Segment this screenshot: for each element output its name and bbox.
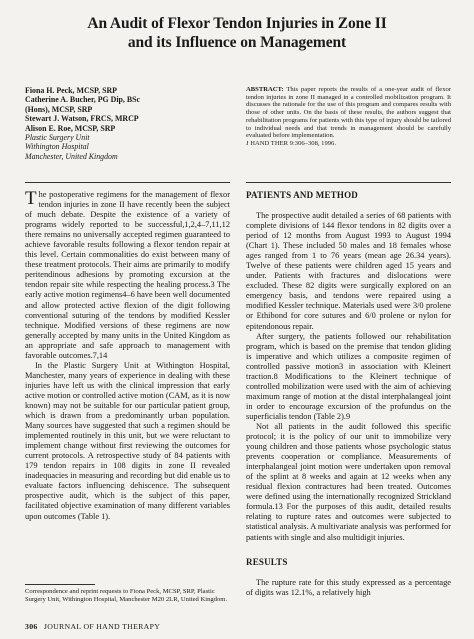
drop-cap: T (25, 188, 37, 209)
abstract-label: ABSTRACT: (246, 86, 284, 93)
correspondence-footnote: Correspondence and reprint requests to Fiona Peck, MCSP, SRP, Plastic Surgery Unit, Withington Hospital, Manchester M20 2LR, United Kingdom. (25, 588, 228, 603)
results-paragraph: The rupture rate for this study expressed as a percentage of digits was 12.1%, a relatively high (246, 577, 451, 597)
author-block (25, 86, 225, 161)
body-paragraph: The prospective audit detailed a series of 68 patients with complete divisions of 144 flexor tendons in 82 digits over a period of 12 months from August 1993 to August 1994 (Chart 1). These included 50 males and 18 females whose ages ranged from 1 to 76 years (mean age 26.34 years). Twelve of these patients were children aged 15 years and under. Patients with fractures and dislocations were excluded. These 82 digits were surgically explored on an emergency basis, and tendons were repaired using a modified Kessler technique. Materials used were 3/0 prolene or Ethibond for core sutures and 6/0 prolene or nylon for epitendonous repair. (246, 211, 451, 331)
paper-title (0, 14, 474, 52)
abstract (246, 86, 451, 148)
right-divider (246, 182, 451, 183)
page-footer (25, 622, 160, 631)
intro-text: he postoperative regimens for the management of flexor tendon injuries in zone II have recently been the subject of much debate. Despite the existence of a variety of programs widely reported to be successful,1,2,4–7,11,12 there remains no universally accepted regimen guaranteed to achieve favorable results following a flexor tendon repair at this level. Certain commonalities do exist between many of these treatment protocols. Their aims are primarily to modify peritendinous adhesions by promoting excursion at the tendon repair site while respecting the healing process.3 The early active motion regimens4–6 have been well documented and allow protected active flexion of the digit following conventional suturing of the tendons by modified Kessler technique. Modified versions of these regimens are now generally accepted by many units in the United Kingdom as an appropriate and safe approach to management with favorable outcomes.7,14 (25, 190, 230, 360)
affiliation-line: Plastic Surgery Unit (25, 133, 90, 143)
affiliation-line: Manchester, United Kingdom (25, 151, 118, 161)
left-column (25, 190, 230, 522)
author-name: (Hons), MCSP, SRP (25, 104, 93, 114)
section-heading-patients-method: PATIENTS AND METHOD (246, 190, 358, 200)
title-line-2: and its Influence on Management (127, 34, 347, 51)
affiliation-line: Withington Hospital (25, 142, 89, 152)
abstract-citation: J HAND THER 9:306–308, 1996. (246, 139, 336, 147)
intro-paragraph (25, 190, 230, 361)
right-column (246, 190, 451, 598)
body-paragraph: Not all patients in the audit followed this specific protocol; it is the policy of our unit to immobilize very young children and those patients whose psychologic status prevents cooperation or compliance. Measurements of interphalangeal joint motion were undertaken upon removal of the splint at 8 weeks and again at 12 weeks when any residual flexion contractures had been treated. Outcomes were defined using the internationally recognized Strickland formula.13 For the purposes of this audit, detailed results relating to rupture rates and outcomes were subjected to statistical analysis. A multivariate analysis was performed for patients with single and also multidigit injuries. (246, 421, 451, 542)
author-name: Fiona H. Peck, MCSP, SRP (25, 86, 117, 95)
body-paragraph: After surgery, the patients followed our rehabilitation program, which is based on the premise that tendon gliding is imperative and which utilizes a composite regimen of controlled passive motion3 in association with Kleinert traction.8 Modifications to the Kleinert technique of controlled mobilization were used with the aim of achieving maximum range of motion at the distal interphalangeal joint in order to encourage excursion of the profundus on the superficialis tendon (Table 2).9 (246, 331, 451, 421)
title-line-1: An Audit of Flexor Tendon Injuries in Zone II (87, 15, 387, 32)
body-paragraph: In the Plastic Surgery Unit at Withington Hospital, Manchester, many years of experience in dealing with these injuries have left us with the clinical impression that early active motion or controlled active motion (CAM, as it is now known) may not be suitable for our particular patient group, which is drawn from a predominantly urban population. Many sources have suggested that such a regimen should be implemented routinely in this unit, but we were reluctant to implement change without first reviewing the outcomes for current protocols. A retrospective study of 84 patients with 179 tendon repairs in 108 digits in zone II revealed inadequacies in measuring and recording but did enable us to evaluate factors influencing dehiscence. The subsequent prospective audit, which is the subject of this paper, facilitated objective examination of many different variables upon outcomes (Table 1). (25, 360, 230, 521)
page-number: 306 (25, 622, 38, 631)
author-name: Stewart J. Watson, FRCS, MRCP (25, 114, 139, 124)
footnote-rule (25, 584, 95, 585)
journal-name: JOURNAL OF HAND THERAPY (43, 622, 161, 631)
abstract-text: This paper reports the results of a one-year audit of flexor tendon injuries in zone II managed in a controlled mobilization program. It discusses the rationale for the use of this program and compares results with those of other units. On the basis of these results, the authors suggest that rehabilitation programs for patients with this type of injury should be tailored to individual needs and that trends in management should be carefully evaluated before implementation. (246, 86, 451, 140)
author-name: Alison E. Roe, MCSP, SRP (25, 123, 116, 133)
author-name: Catherine A. Bucher, PG Dip, BSc (25, 95, 141, 105)
left-divider (25, 182, 230, 183)
section-heading-results: RESULTS (246, 556, 288, 567)
